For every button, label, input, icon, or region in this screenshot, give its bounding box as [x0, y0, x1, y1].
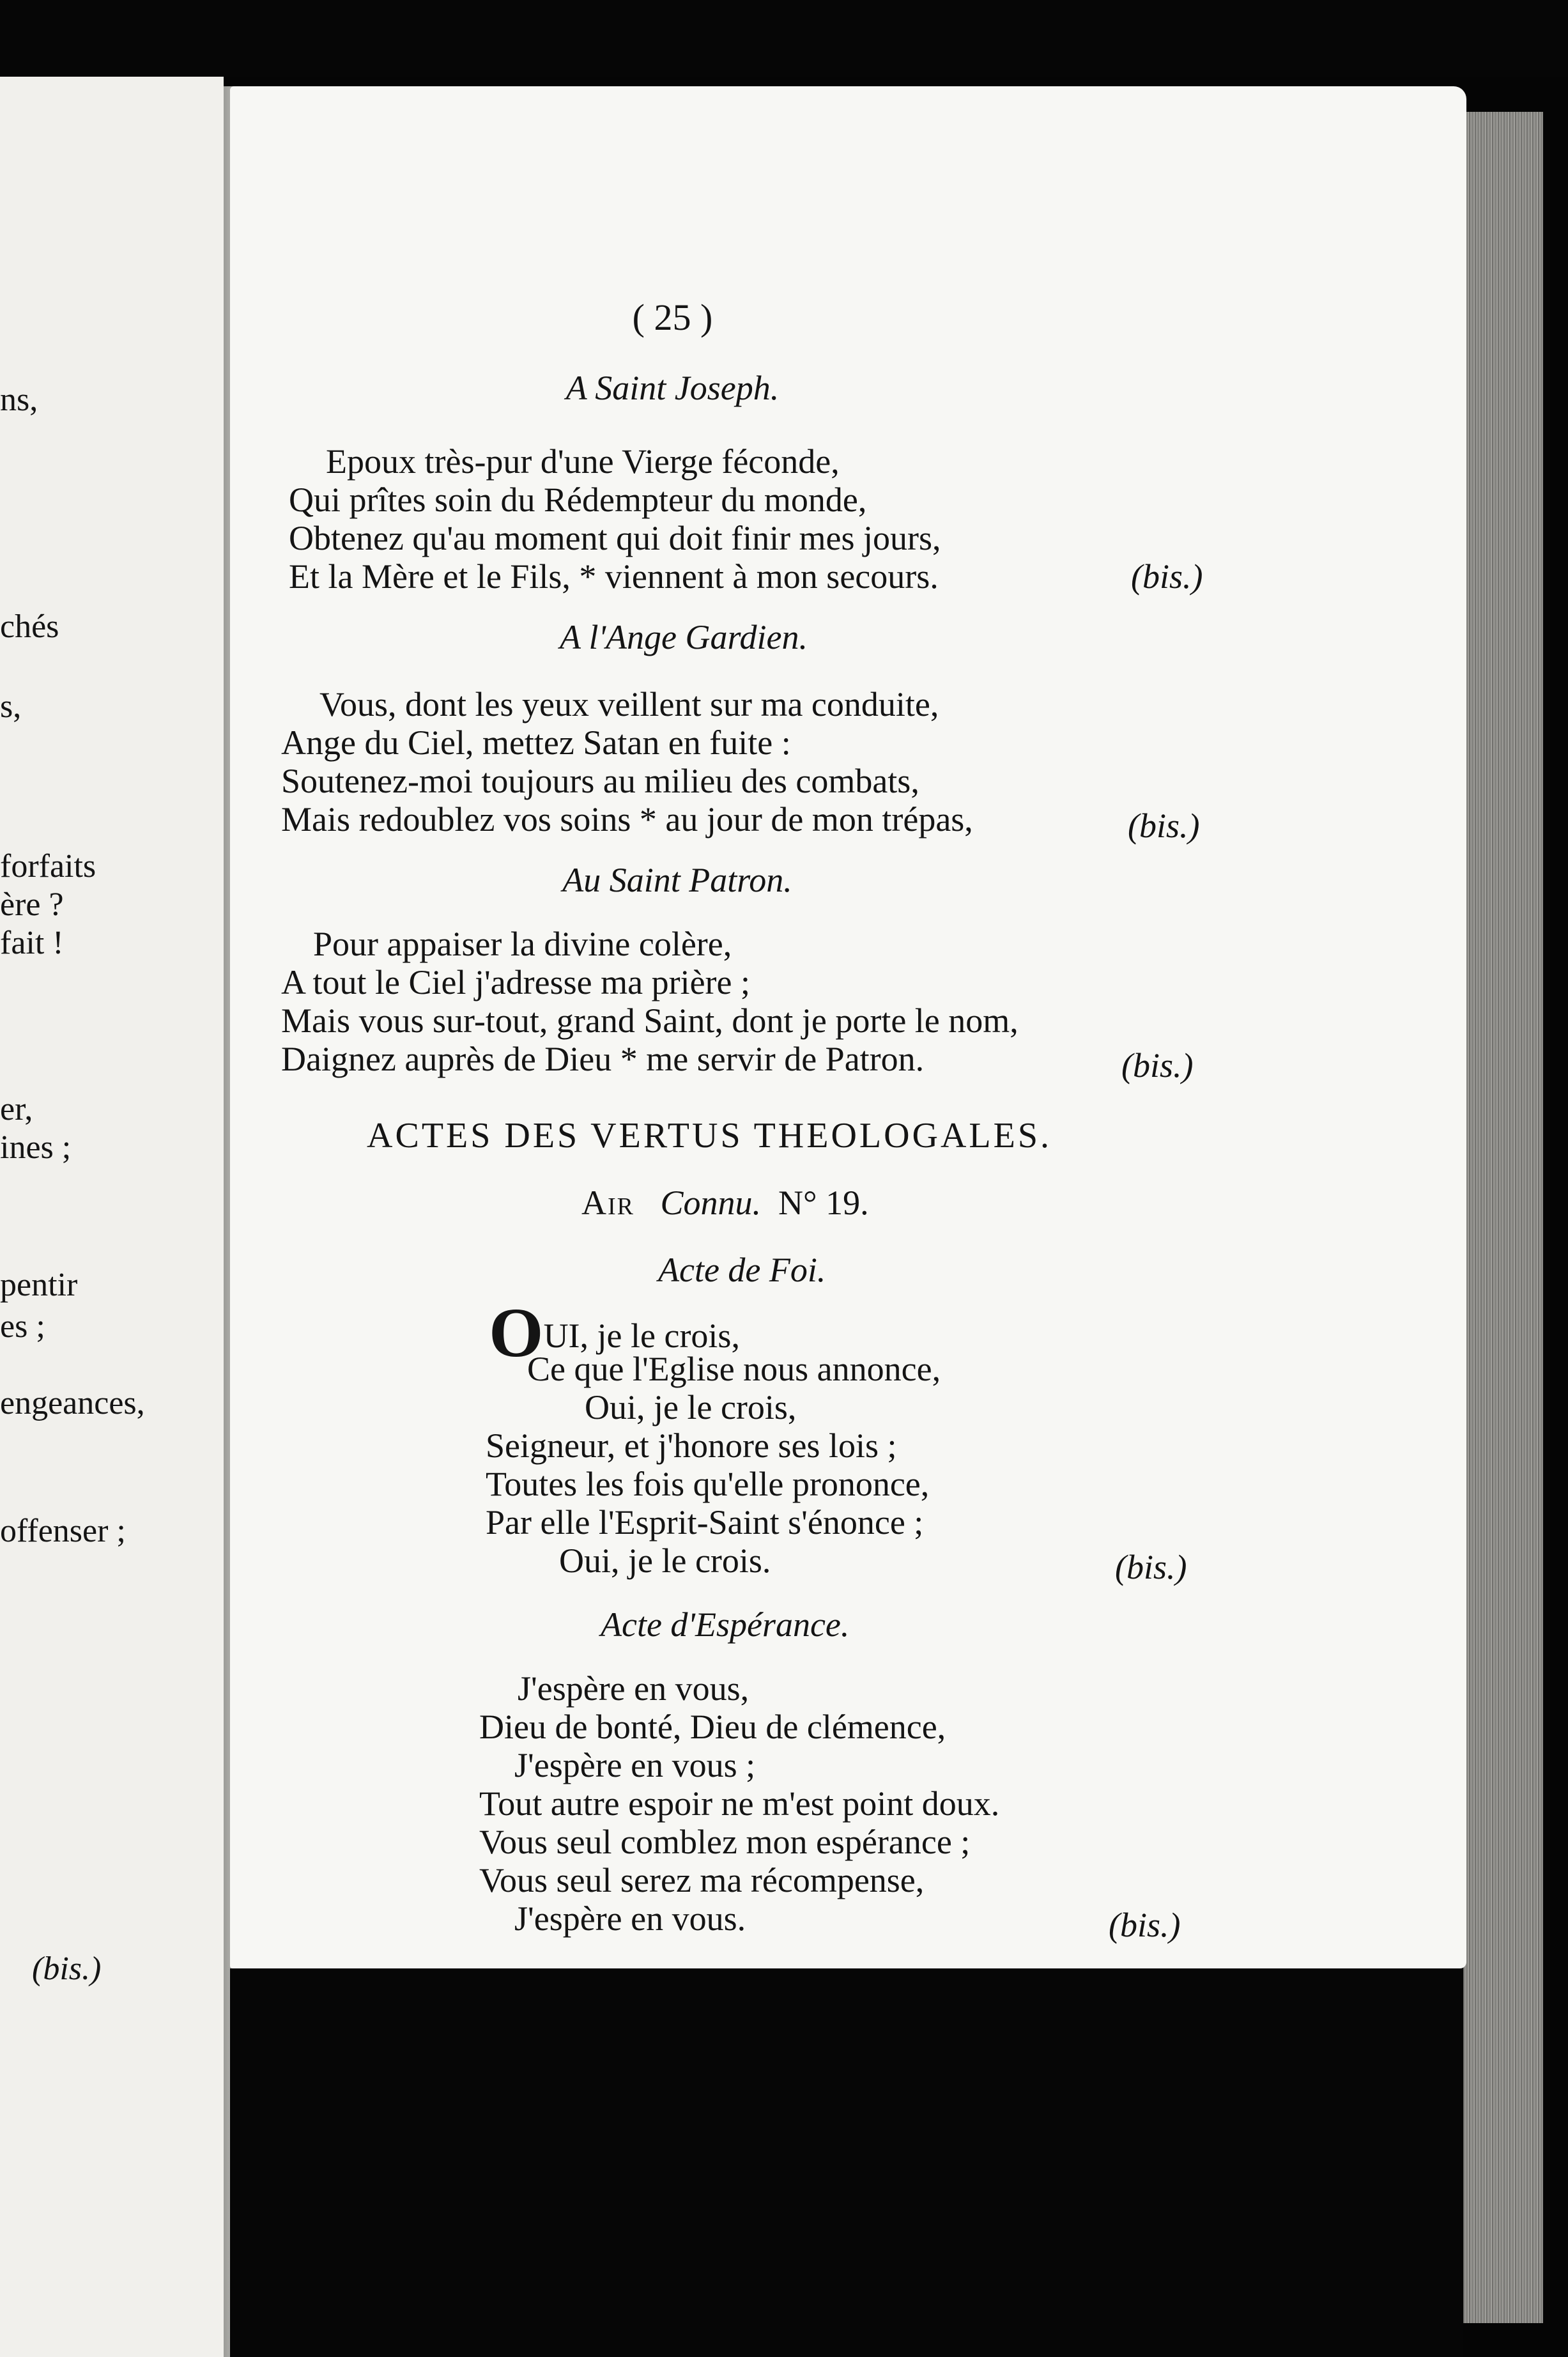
page-fore-edge — [1463, 112, 1543, 2323]
drop-cap: O — [489, 1294, 544, 1372]
left-fragment: chés — [0, 608, 59, 645]
section-title-joseph: A Saint Joseph. — [565, 369, 780, 407]
verse-line: Par elle l'Esprit-Saint s'énonce ; — [486, 1503, 924, 1542]
verse-line: A tout le Ciel j'adresse ma prière ; — [281, 963, 751, 1001]
verse-line: Ange du Ciel, mettez Satan en fuite : — [281, 723, 791, 762]
verse-line: Mais redoublez vos soins * au jour de mon trépas, — [281, 800, 973, 838]
verse-line: Seigneur, et j'honore ses lois ; — [486, 1426, 897, 1465]
left-fragment: (bis.) — [32, 1951, 102, 1987]
section-heading: ACTES DES VERTUS THEOLOGALES. — [367, 1116, 1052, 1155]
verse-line: Qui prîtes soin du Rédempteur du monde, — [289, 481, 867, 519]
verse-line: J'espère en vous ; — [514, 1746, 756, 1784]
book-page — [230, 86, 1466, 1968]
verse-line: Toutes les fois qu'elle prononce, — [486, 1465, 930, 1503]
left-fragment: pentir — [0, 1267, 78, 1303]
verse-line: Vous seul comblez mon espérance ; — [479, 1823, 971, 1861]
bis-marker: (bis.) — [1115, 1548, 1187, 1586]
left-fragment: fait ! — [0, 925, 64, 961]
page-number: ( 25 ) — [632, 297, 713, 338]
verse-line: J'espère en vous. — [514, 1899, 746, 1938]
verse-line: Oui, je le crois. — [559, 1542, 771, 1580]
bis-marker: (bis.) — [1128, 807, 1200, 845]
bis-marker: (bis.) — [1109, 1906, 1181, 1944]
verse-line: Obtenez qu'au moment qui doit finir mes jours, — [289, 519, 941, 557]
scan-border-bottom — [230, 1968, 1463, 2357]
scan-border-top — [0, 0, 1568, 77]
verse-line: Et la Mère et le Fils, * viennent à mon secours. — [289, 557, 939, 596]
left-fragment: engeances, — [0, 1385, 145, 1421]
left-fragment: es ; — [0, 1308, 45, 1345]
verse-line: Vous, dont les yeux veillent sur ma conduite, — [319, 685, 939, 723]
verse-line: Daignez auprès de Dieu * me servir de Patron. — [281, 1040, 925, 1078]
verse-line: Epoux très-pur d'une Vierge féconde, — [326, 442, 840, 481]
air-label: Air — [581, 1184, 634, 1222]
verse-line: Oui, je le crois, — [585, 1388, 797, 1426]
verse-line: Ce que l'Eglise nous annonce, — [527, 1350, 941, 1388]
verse-line: Tout autre espoir ne m'est point doux. — [479, 1784, 1000, 1823]
section-title-ange: A l'Ange Gardien. — [560, 618, 808, 656]
left-fragment: s, — [0, 688, 22, 725]
left-fragment: ns, — [0, 382, 38, 418]
verse-line: Pour appaiser la divine colère, — [313, 925, 732, 963]
left-fragment: offenser ; — [0, 1513, 126, 1549]
verse-line: Mais vous sur-tout, grand Saint, dont je porte le nom, — [281, 1001, 1018, 1040]
verse-line: Soutenez-moi toujours au milieu des combats, — [281, 762, 919, 800]
verse-line: UI, je le crois, — [543, 1317, 740, 1355]
verse-line: J'espère en vous, — [518, 1669, 749, 1708]
verse-line: Vous seul serez ma récompense, — [479, 1861, 925, 1899]
air-number: N° 19. — [778, 1184, 869, 1222]
verse-line: Dieu de bonté, Dieu de clémence, — [479, 1708, 946, 1746]
air-name: Connu. — [660, 1184, 762, 1222]
section-title-esperance: Acte d'Espérance. — [601, 1605, 850, 1644]
left-page — [0, 77, 224, 2357]
left-fragment: forfaits — [0, 848, 96, 885]
left-fragment: er, — [0, 1091, 33, 1127]
left-fragment: ines ; — [0, 1129, 72, 1166]
bis-marker: (bis.) — [1131, 557, 1203, 596]
left-fragment: ère ? — [0, 886, 64, 923]
section-title-foi: Acte de Foi. — [658, 1251, 826, 1289]
section-title-patron: Au Saint Patron. — [562, 861, 792, 899]
air-line — [581, 1182, 869, 1223]
bis-marker: (bis.) — [1121, 1046, 1194, 1085]
